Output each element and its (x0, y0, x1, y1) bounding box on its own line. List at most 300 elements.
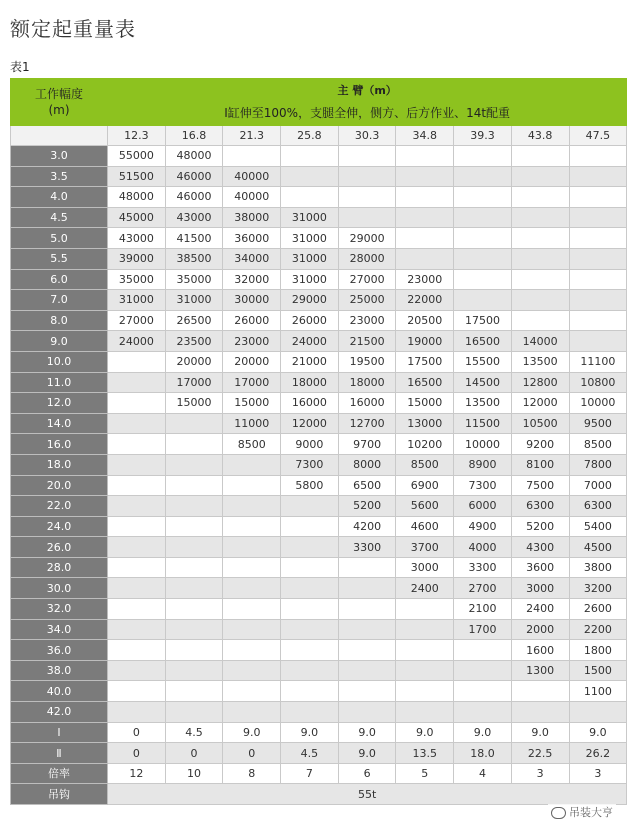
capacity-cell (511, 146, 569, 167)
capacity-cell (108, 660, 166, 681)
capacity-cell (165, 537, 223, 558)
main-boom-header: 主 臂（m） (108, 79, 627, 102)
table-label: 表1 (10, 60, 30, 74)
footer-value-cell: 0 (223, 743, 281, 764)
capacity-cell (281, 496, 339, 517)
footer-value-cell: 9.0 (569, 722, 627, 743)
capacity-cell: 29000 (281, 290, 339, 311)
table-row (11, 599, 627, 620)
capacity-cell: 35000 (165, 269, 223, 290)
capacity-cell: 13000 (396, 413, 454, 434)
capacity-cell (396, 619, 454, 640)
capacity-cell: 3800 (569, 557, 627, 578)
capacity-cell: 48000 (165, 146, 223, 167)
footer-value-cell: 4.5 (281, 743, 339, 764)
capacity-cell: 46000 (165, 166, 223, 187)
capacity-cell (281, 516, 339, 537)
radius-cell: 7.0 (11, 290, 108, 311)
table-row (11, 351, 627, 372)
capacity-cell: 16000 (338, 393, 396, 414)
capacity-cell (281, 187, 339, 208)
capacity-cell (108, 434, 166, 455)
capacity-cell (165, 557, 223, 578)
capacity-cell: 1500 (569, 660, 627, 681)
capacity-cell (454, 187, 512, 208)
capacity-cell: 4300 (511, 537, 569, 558)
table-row (11, 516, 627, 537)
hook-label-cell: 吊钩 (11, 784, 108, 805)
capacity-cell: 1300 (511, 660, 569, 681)
table-row (11, 413, 627, 434)
boom-length-header: 25.8 (281, 126, 339, 146)
radius-cell: 26.0 (11, 537, 108, 558)
footer-value-cell: 22.5 (511, 743, 569, 764)
capacity-cell (511, 681, 569, 702)
capacity-cell: 7500 (511, 475, 569, 496)
capacity-cell: 8000 (338, 454, 396, 475)
boom-length-header: 47.5 (569, 126, 627, 146)
capacity-cell: 13500 (454, 393, 512, 414)
footer-value-cell: 9.0 (511, 722, 569, 743)
capacity-cell: 4900 (454, 516, 512, 537)
boom-length-row (11, 126, 627, 146)
capacity-cell (165, 434, 223, 455)
table-row (11, 269, 627, 290)
capacity-cell: 26500 (165, 310, 223, 331)
capacity-cell (165, 660, 223, 681)
capacity-cell: 40000 (223, 166, 281, 187)
table-row (11, 434, 627, 455)
radius-cell: 5.5 (11, 248, 108, 269)
capacity-cell (108, 578, 166, 599)
capacity-cell (223, 475, 281, 496)
capacity-cell: 41500 (165, 228, 223, 249)
footer-label-cell: 倍率 (11, 763, 108, 784)
radius-cell: 40.0 (11, 681, 108, 702)
radius-cell: 11.0 (11, 372, 108, 393)
capacity-cell: 23000 (396, 269, 454, 290)
capacity-cell: 6300 (511, 496, 569, 517)
capacity-cell: 15500 (454, 351, 512, 372)
radius-cell: 38.0 (11, 660, 108, 681)
footer-value-cell: 9.0 (338, 722, 396, 743)
capacity-cell (454, 207, 512, 228)
capacity-cell (396, 640, 454, 661)
capacity-cell: 5200 (511, 516, 569, 537)
capacity-cell: 24000 (108, 331, 166, 352)
capacity-cell: 14000 (511, 331, 569, 352)
table-row (11, 166, 627, 187)
capacity-cell (569, 290, 627, 311)
capacity-cell (454, 681, 512, 702)
capacity-cell (396, 660, 454, 681)
capacity-cell: 11100 (569, 351, 627, 372)
capacity-cell (108, 599, 166, 620)
capacity-cell: 26000 (223, 310, 281, 331)
capacity-cell (165, 496, 223, 517)
capacity-cell: 3300 (338, 537, 396, 558)
capacity-cell: 6300 (569, 496, 627, 517)
footer-label-cell: Ⅱ (11, 743, 108, 764)
table-row (11, 702, 627, 723)
capacity-cell: 21500 (338, 331, 396, 352)
radius-cell: 34.0 (11, 619, 108, 640)
radius-header-line2: (m) (48, 103, 70, 117)
boom-length-header: 30.3 (338, 126, 396, 146)
capacity-cell (511, 207, 569, 228)
capacity-cell: 17000 (165, 372, 223, 393)
capacity-cell: 9700 (338, 434, 396, 455)
capacity-cell: 5600 (396, 496, 454, 517)
capacity-cell: 22000 (396, 290, 454, 311)
radius-cell: 16.0 (11, 434, 108, 455)
radius-cell: 3.5 (11, 166, 108, 187)
capacity-cell: 10000 (454, 434, 512, 455)
capacity-cell: 1100 (569, 681, 627, 702)
capacity-cell: 11000 (223, 413, 281, 434)
capacity-cell (223, 516, 281, 537)
capacity-cell: 25000 (338, 290, 396, 311)
capacity-cell: 2400 (511, 599, 569, 620)
boom-length-header: 43.8 (511, 126, 569, 146)
capacity-cell (569, 310, 627, 331)
capacity-cell (108, 516, 166, 537)
capacity-cell: 23500 (165, 331, 223, 352)
radius-cell: 9.0 (11, 331, 108, 352)
capacity-cell: 6000 (454, 496, 512, 517)
capacity-cell (338, 681, 396, 702)
table-row (11, 207, 627, 228)
capacity-cell (108, 681, 166, 702)
capacity-cell (569, 228, 627, 249)
capacity-cell: 3300 (454, 557, 512, 578)
capacity-cell: 23000 (223, 331, 281, 352)
capacity-cell (165, 516, 223, 537)
capacity-cell (396, 228, 454, 249)
table-row (11, 640, 627, 661)
capacity-cell: 21000 (281, 351, 339, 372)
table-row (11, 475, 627, 496)
capacity-cell: 16500 (454, 331, 512, 352)
footer-value-cell: 9.0 (338, 743, 396, 764)
capacity-cell (569, 207, 627, 228)
capacity-cell: 23000 (338, 310, 396, 331)
capacity-cell: 1600 (511, 640, 569, 661)
radius-cell: 14.0 (11, 413, 108, 434)
radius-cell: 12.0 (11, 393, 108, 414)
radius-cell: 6.0 (11, 269, 108, 290)
radius-cell: 18.0 (11, 454, 108, 475)
radius-cell: 8.0 (11, 310, 108, 331)
capacity-cell: 32000 (223, 269, 281, 290)
page-title: 额定起重量表 (10, 17, 136, 41)
capacity-cell: 12000 (511, 393, 569, 414)
radius-cell: 5.0 (11, 228, 108, 249)
table-row (11, 578, 627, 599)
capacity-cell (165, 578, 223, 599)
footer-value-cell: 3 (511, 763, 569, 784)
capacity-cell: 9200 (511, 434, 569, 455)
capacity-cell (338, 702, 396, 723)
capacity-cell (223, 454, 281, 475)
capacity-cell: 18000 (281, 372, 339, 393)
boom-length-header: 21.3 (223, 126, 281, 146)
capacity-cell: 4000 (454, 537, 512, 558)
table-row (11, 331, 627, 352)
boom-length-corner (11, 126, 108, 146)
capacity-cell: 10000 (569, 393, 627, 414)
capacity-cell (223, 660, 281, 681)
footer-value-cell: 10 (165, 763, 223, 784)
capacity-cell: 27000 (108, 310, 166, 331)
capacity-cell: 2700 (454, 578, 512, 599)
footer-value-cell: 18.0 (454, 743, 512, 764)
capacity-cell: 30000 (223, 290, 281, 311)
capacity-cell (108, 640, 166, 661)
capacity-cell (108, 372, 166, 393)
capacity-cell: 8900 (454, 454, 512, 475)
capacity-cell (223, 537, 281, 558)
footer-value-cell: 9.0 (281, 722, 339, 743)
table-row (11, 393, 627, 414)
capacity-cell (338, 640, 396, 661)
watermark (548, 804, 616, 820)
capacity-cell (338, 187, 396, 208)
capacity-cell (281, 640, 339, 661)
capacity-cell (281, 599, 339, 620)
capacity-cell (338, 166, 396, 187)
capacity-cell (281, 660, 339, 681)
capacity-cell (511, 310, 569, 331)
footer-value-cell: 0 (108, 722, 166, 743)
footer-value-cell: 4.5 (165, 722, 223, 743)
capacity-cell (108, 393, 166, 414)
capacity-cell: 7300 (454, 475, 512, 496)
capacity-cell: 16500 (396, 372, 454, 393)
capacity-cell: 20000 (223, 351, 281, 372)
table-row (11, 496, 627, 517)
capacity-cell: 2000 (511, 619, 569, 640)
capacity-cell (108, 351, 166, 372)
footer-row (11, 722, 627, 743)
capacity-cell: 31000 (165, 290, 223, 311)
capacity-cell: 17500 (454, 310, 512, 331)
capacity-cell: 43000 (165, 207, 223, 228)
radius-cell: 36.0 (11, 640, 108, 661)
capacity-cell (281, 166, 339, 187)
capacity-cell (454, 640, 512, 661)
capacity-cell (569, 269, 627, 290)
capacity-cell: 3200 (569, 578, 627, 599)
capacity-cell (223, 599, 281, 620)
footer-label-cell: Ⅰ (11, 722, 108, 743)
capacity-cell (338, 557, 396, 578)
capacity-cell: 4600 (396, 516, 454, 537)
capacity-cell (281, 557, 339, 578)
table-row (11, 557, 627, 578)
capacity-cell (281, 681, 339, 702)
capacity-cell (165, 599, 223, 620)
radius-cell: 4.5 (11, 207, 108, 228)
capacity-cell: 3700 (396, 537, 454, 558)
capacity-cell: 3600 (511, 557, 569, 578)
capacity-cell (108, 702, 166, 723)
radius-cell: 42.0 (11, 702, 108, 723)
capacity-cell: 6900 (396, 475, 454, 496)
capacity-cell: 39000 (108, 248, 166, 269)
footer-value-cell: 9.0 (396, 722, 454, 743)
radius-header-line1: 工作幅度 (34, 87, 83, 101)
table-row (11, 681, 627, 702)
capacity-cell (338, 599, 396, 620)
capacity-cell (108, 496, 166, 517)
capacity-cell: 2100 (454, 599, 512, 620)
capacity-cell (338, 146, 396, 167)
footer-value-cell: 9.0 (223, 722, 281, 743)
footer-value-cell: 9.0 (454, 722, 512, 743)
capacity-cell: 19000 (396, 331, 454, 352)
capacity-cell (281, 619, 339, 640)
capacity-cell: 40000 (223, 187, 281, 208)
capacity-cell (165, 413, 223, 434)
capacity-cell (396, 599, 454, 620)
capacity-cell: 24000 (281, 331, 339, 352)
capacity-cell: 31000 (281, 228, 339, 249)
footer-value-cell: 6 (338, 763, 396, 784)
capacity-cell: 12800 (511, 372, 569, 393)
capacity-cell (223, 681, 281, 702)
capacity-cell: 38000 (223, 207, 281, 228)
capacity-cell (338, 207, 396, 228)
capacity-cell (569, 166, 627, 187)
load-chart-table (10, 78, 627, 805)
capacity-cell: 2200 (569, 619, 627, 640)
table-row (11, 146, 627, 167)
capacity-cell (223, 496, 281, 517)
capacity-cell: 16000 (281, 393, 339, 414)
capacity-cell: 7300 (281, 454, 339, 475)
table-row (11, 187, 627, 208)
capacity-cell (396, 702, 454, 723)
radius-cell: 32.0 (11, 599, 108, 620)
capacity-cell: 10200 (396, 434, 454, 455)
watermark-text: 吊装大亨 (569, 806, 613, 819)
capacity-cell: 12000 (281, 413, 339, 434)
capacity-cell (165, 619, 223, 640)
capacity-cell: 11500 (454, 413, 512, 434)
capacity-cell (396, 248, 454, 269)
capacity-cell: 8500 (569, 434, 627, 455)
table-row (11, 537, 627, 558)
radius-cell: 24.0 (11, 516, 108, 537)
footer-value-cell: 0 (108, 743, 166, 764)
capacity-cell (511, 702, 569, 723)
capacity-cell: 20500 (396, 310, 454, 331)
capacity-cell (511, 248, 569, 269)
capacity-cell: 31000 (281, 207, 339, 228)
radius-cell: 3.0 (11, 146, 108, 167)
capacity-cell (454, 290, 512, 311)
capacity-cell: 4500 (569, 537, 627, 558)
capacity-cell: 28000 (338, 248, 396, 269)
capacity-cell: 3000 (396, 557, 454, 578)
capacity-cell: 13500 (511, 351, 569, 372)
capacity-cell: 55000 (108, 146, 166, 167)
wechat-icon (551, 807, 566, 819)
capacity-cell (108, 537, 166, 558)
capacity-cell: 26000 (281, 310, 339, 331)
capacity-cell (454, 269, 512, 290)
capacity-cell (223, 619, 281, 640)
capacity-cell: 31000 (281, 248, 339, 269)
capacity-cell (223, 146, 281, 167)
hook-row (11, 784, 627, 805)
capacity-cell: 36000 (223, 228, 281, 249)
capacity-cell: 17500 (396, 351, 454, 372)
capacity-cell (108, 619, 166, 640)
table-row (11, 228, 627, 249)
table-row (11, 290, 627, 311)
capacity-cell (569, 702, 627, 723)
capacity-cell: 10800 (569, 372, 627, 393)
table-row (11, 619, 627, 640)
capacity-cell (108, 454, 166, 475)
capacity-cell (108, 413, 166, 434)
capacity-cell (396, 187, 454, 208)
radius-cell: 30.0 (11, 578, 108, 599)
capacity-cell (569, 187, 627, 208)
table-row (11, 372, 627, 393)
footer-value-cell: 7 (281, 763, 339, 784)
hook-value-cell: 55t (108, 784, 627, 805)
capacity-cell: 18000 (338, 372, 396, 393)
capacity-cell: 7800 (569, 454, 627, 475)
capacity-cell (165, 640, 223, 661)
capacity-cell: 2600 (569, 599, 627, 620)
capacity-cell: 1800 (569, 640, 627, 661)
radius-cell: 28.0 (11, 557, 108, 578)
capacity-cell (223, 557, 281, 578)
capacity-cell: 10500 (511, 413, 569, 434)
capacity-cell: 35000 (108, 269, 166, 290)
capacity-cell (569, 146, 627, 167)
table-row (11, 454, 627, 475)
capacity-cell (511, 269, 569, 290)
capacity-cell (281, 578, 339, 599)
capacity-cell: 46000 (165, 187, 223, 208)
capacity-cell: 19500 (338, 351, 396, 372)
capacity-cell (454, 660, 512, 681)
capacity-cell (338, 619, 396, 640)
capacity-cell (223, 640, 281, 661)
capacity-cell: 9500 (569, 413, 627, 434)
capacity-cell (338, 660, 396, 681)
capacity-cell: 9000 (281, 434, 339, 455)
boom-length-header: 39.3 (454, 126, 512, 146)
radius-cell: 10.0 (11, 351, 108, 372)
capacity-cell (281, 146, 339, 167)
capacity-cell: 5200 (338, 496, 396, 517)
capacity-cell: 5400 (569, 516, 627, 537)
capacity-cell (511, 228, 569, 249)
footer-value-cell: 26.2 (569, 743, 627, 764)
footer-value-cell: 12 (108, 763, 166, 784)
table-row (11, 310, 627, 331)
capacity-cell: 3000 (511, 578, 569, 599)
capacity-cell: 48000 (108, 187, 166, 208)
capacity-cell: 45000 (108, 207, 166, 228)
footer-value-cell: 3 (569, 763, 627, 784)
